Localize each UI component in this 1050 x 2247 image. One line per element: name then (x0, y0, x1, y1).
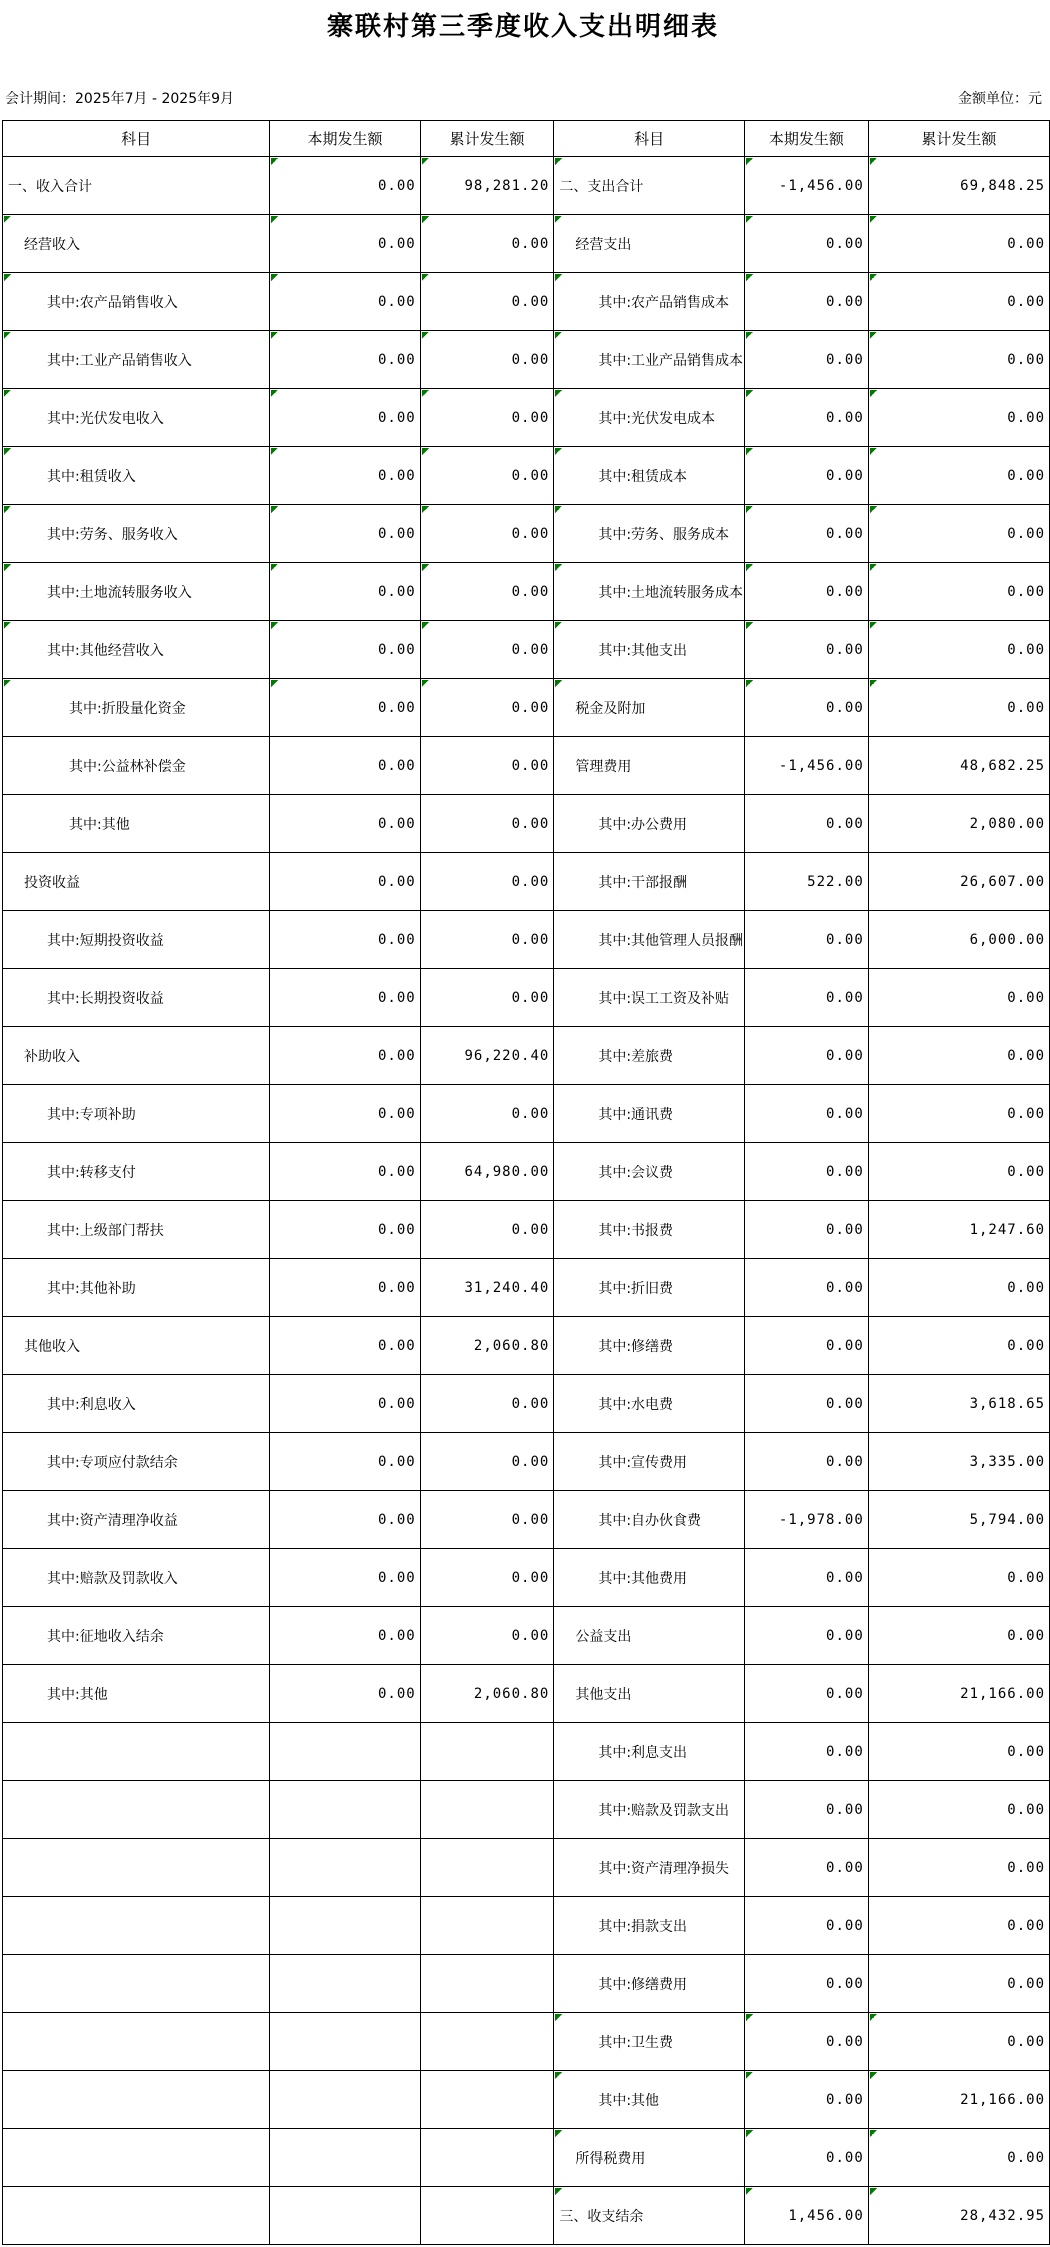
subject-cell: 其中:劳务、服务成本 (554, 505, 745, 563)
subject-cell: 经营收入 (3, 215, 270, 273)
cumulative-amount-cell: 0.00 (868, 621, 1049, 679)
page-title: 寨联村第三季度收入支出明细表 (326, 12, 719, 42)
table-row (3, 1317, 1050, 1375)
subject-cell: 其他收入 (3, 1317, 270, 1375)
subject-cell: 管理费用 (554, 737, 745, 795)
table-row (3, 1143, 1050, 1201)
subject-cell: 经营支出 (554, 215, 745, 273)
table-row (3, 447, 1050, 505)
current-amount-cell: 0.00 (270, 447, 420, 505)
current-amount-cell: 0.00 (270, 1085, 420, 1143)
table-row (3, 969, 1050, 1027)
table-row (3, 1433, 1050, 1491)
current-amount-cell: 0.00 (270, 1201, 420, 1259)
amount-unit-label: 金额单位：元 (958, 91, 1042, 107)
current-amount-cell: 0.00 (270, 1433, 420, 1491)
cumulative-amount-cell: 0.00 (868, 215, 1049, 273)
current-amount-cell: 0.00 (745, 1085, 869, 1143)
subject-cell: 其他支出 (554, 1665, 745, 1723)
cumulative-amount-cell: 1,247.60 (868, 1201, 1049, 1259)
current-amount-cell: 0.00 (270, 1375, 420, 1433)
subject-cell: 二、支出合计 (554, 157, 745, 215)
current-amount-cell: 0.00 (745, 1027, 869, 1085)
cumulative-amount-cell: 0.00 (868, 1723, 1049, 1781)
cumulative-amount-cell: 0.00 (868, 273, 1049, 331)
cumulative-amount-cell: 0.00 (420, 911, 554, 969)
current-amount-cell: 0.00 (745, 969, 869, 1027)
subject-cell: 其中:公益林补偿金 (3, 737, 270, 795)
cumulative-amount-cell (420, 1955, 554, 2013)
cumulative-amount-cell: 0.00 (868, 1143, 1049, 1201)
cumulative-amount-cell: 0.00 (420, 1201, 554, 1259)
subject-cell: 其中:光伏发电收入 (3, 389, 270, 447)
table-row (3, 563, 1050, 621)
current-amount-cell (270, 1839, 420, 1897)
cumulative-amount-cell: 5,794.00 (868, 1491, 1049, 1549)
subject-cell (3, 1839, 270, 1897)
table-row (3, 1259, 1050, 1317)
current-amount-cell: 0.00 (270, 737, 420, 795)
cumulative-amount-cell: 48,682.25 (868, 737, 1049, 795)
table-row (3, 679, 1050, 737)
current-amount-cell: 0.00 (270, 1317, 420, 1375)
cumulative-amount-cell: 0.00 (420, 795, 554, 853)
current-amount-cell: 0.00 (745, 505, 869, 563)
current-amount-cell: 0.00 (745, 1607, 869, 1665)
cumulative-amount-cell: 0.00 (420, 679, 554, 737)
table-row (3, 737, 1050, 795)
cumulative-amount-cell: 0.00 (868, 969, 1049, 1027)
current-amount-cell: 0.00 (270, 969, 420, 1027)
current-amount-cell: 0.00 (745, 1143, 869, 1201)
cumulative-amount-cell: 0.00 (868, 331, 1049, 389)
subject-cell: 其中:光伏发电成本 (554, 389, 745, 447)
table-row (3, 1839, 1050, 1897)
subject-cell: 其中:干部报酬 (554, 853, 745, 911)
subject-cell: 公益支出 (554, 1607, 745, 1665)
current-amount-cell: 0.00 (270, 679, 420, 737)
subject-cell: 三、收支结余 (554, 2187, 745, 2245)
subject-cell: 其中:误工工资及补贴 (554, 969, 745, 1027)
current-amount-cell: 0.00 (270, 795, 420, 853)
table-row (3, 795, 1050, 853)
cumulative-amount-cell: 21,166.00 (868, 1665, 1049, 1723)
subject-cell: 其中:短期投资收益 (3, 911, 270, 969)
header-subject-left: 科目 (3, 121, 270, 157)
subject-cell: 其中:其他 (554, 2071, 745, 2129)
current-amount-cell: 0.00 (745, 1781, 869, 1839)
cumulative-amount-cell: 31,240.40 (420, 1259, 554, 1317)
header-cumulative-left: 累计发生额 (420, 121, 554, 157)
cumulative-amount-cell: 0.00 (420, 389, 554, 447)
current-amount-cell: 0.00 (745, 795, 869, 853)
current-amount-cell: 0.00 (745, 2071, 869, 2129)
current-amount-cell: 0.00 (745, 1201, 869, 1259)
subject-cell: 其中:通讯费 (554, 1085, 745, 1143)
cumulative-amount-cell (420, 2013, 554, 2071)
subject-cell: 其中:其他 (3, 1665, 270, 1723)
subject-cell: 其中:农产品销售收入 (3, 273, 270, 331)
current-amount-cell (270, 2129, 420, 2187)
subject-cell (3, 2187, 270, 2245)
cumulative-amount-cell: 0.00 (420, 969, 554, 1027)
current-amount-cell (270, 1897, 420, 1955)
subject-cell: 其中:长期投资收益 (3, 969, 270, 1027)
cumulative-amount-cell: 0.00 (868, 1259, 1049, 1317)
cumulative-amount-cell: 3,335.00 (868, 1433, 1049, 1491)
cumulative-amount-cell: 0.00 (868, 1549, 1049, 1607)
current-amount-cell: 0.00 (270, 1027, 420, 1085)
income-expense-table (2, 120, 1050, 2245)
table-row (3, 2013, 1050, 2071)
current-amount-cell (270, 2187, 420, 2245)
subject-cell (3, 2071, 270, 2129)
table-row (3, 1085, 1050, 1143)
current-amount-cell: 0.00 (270, 911, 420, 969)
current-amount-cell (270, 1781, 420, 1839)
current-amount-cell: 0.00 (270, 157, 420, 215)
current-amount-cell: 0.00 (745, 1723, 869, 1781)
current-amount-cell: 1,456.00 (745, 2187, 869, 2245)
cumulative-amount-cell: 0.00 (420, 1433, 554, 1491)
cumulative-amount-cell: 0.00 (420, 1375, 554, 1433)
current-amount-cell (270, 2071, 420, 2129)
table-row (3, 2187, 1050, 2245)
table-row (3, 273, 1050, 331)
current-amount-cell: 0.00 (270, 1491, 420, 1549)
current-amount-cell: 0.00 (270, 563, 420, 621)
subject-cell (3, 2129, 270, 2187)
cumulative-amount-cell: 0.00 (420, 1607, 554, 1665)
table-row (3, 2129, 1050, 2187)
table-row (3, 1201, 1050, 1259)
cumulative-amount-cell: 0.00 (868, 447, 1049, 505)
cumulative-amount-cell: 0.00 (868, 1085, 1049, 1143)
cumulative-amount-cell: 2,080.00 (868, 795, 1049, 853)
subject-cell: 所得税费用 (554, 2129, 745, 2187)
cumulative-amount-cell: 64,980.00 (420, 1143, 554, 1201)
table-row (3, 505, 1050, 563)
current-amount-cell: -1,456.00 (745, 737, 869, 795)
subject-cell: 其中:租赁成本 (554, 447, 745, 505)
subject-cell: 补助收入 (3, 1027, 270, 1085)
cumulative-amount-cell: 0.00 (420, 1549, 554, 1607)
current-amount-cell: 0.00 (270, 1607, 420, 1665)
table-row (3, 1897, 1050, 1955)
current-amount-cell: 0.00 (745, 1549, 869, 1607)
subject-cell: 其中:工业产品销售收入 (3, 331, 270, 389)
cumulative-amount-cell: 0.00 (420, 331, 554, 389)
subject-cell: 其中:差旅费 (554, 1027, 745, 1085)
table-row (3, 157, 1050, 215)
subject-cell (3, 1723, 270, 1781)
table-row (3, 1781, 1050, 1839)
cumulative-amount-cell: 0.00 (868, 1955, 1049, 2013)
table-row (3, 853, 1050, 911)
table-row (3, 1027, 1050, 1085)
current-amount-cell: 0.00 (270, 505, 420, 563)
header-cumulative-right: 累计发生额 (868, 121, 1049, 157)
current-amount-cell: 0.00 (270, 1665, 420, 1723)
cumulative-amount-cell (420, 2187, 554, 2245)
header-current-right: 本期发生额 (745, 121, 869, 157)
subject-cell: 其中:赔款及罚款收入 (3, 1549, 270, 1607)
current-amount-cell (270, 1723, 420, 1781)
subject-cell (3, 2013, 270, 2071)
table-row (3, 331, 1050, 389)
subject-cell: 其中:其他 (3, 795, 270, 853)
header-subject-right: 科目 (554, 121, 745, 157)
subject-cell: 其中:宣传费用 (554, 1433, 745, 1491)
subject-cell: 其中:会议费 (554, 1143, 745, 1201)
current-amount-cell: 0.00 (270, 1259, 420, 1317)
cumulative-amount-cell: 0.00 (868, 1607, 1049, 1665)
current-amount-cell: 0.00 (745, 1375, 869, 1433)
subject-cell: 其中:土地流转服务收入 (3, 563, 270, 621)
current-amount-cell: -1,978.00 (745, 1491, 869, 1549)
subject-cell: 其中:利息收入 (3, 1375, 270, 1433)
cumulative-amount-cell (420, 2129, 554, 2187)
current-amount-cell: 522.00 (745, 853, 869, 911)
subject-cell: 其中:水电费 (554, 1375, 745, 1433)
cumulative-amount-cell: 28,432.95 (868, 2187, 1049, 2245)
cumulative-amount-cell: 0.00 (868, 1027, 1049, 1085)
current-amount-cell: 0.00 (745, 911, 869, 969)
cumulative-amount-cell: 0.00 (420, 1491, 554, 1549)
cumulative-amount-cell: 0.00 (868, 2129, 1049, 2187)
current-amount-cell: 0.00 (270, 389, 420, 447)
subject-cell: 其中:土地流转服务成本 (554, 563, 745, 621)
subject-cell: 其中:专项应付款结余 (3, 1433, 270, 1491)
subject-cell: 其中:修缮费 (554, 1317, 745, 1375)
cumulative-amount-cell: 0.00 (868, 563, 1049, 621)
cumulative-amount-cell: 0.00 (420, 273, 554, 331)
subject-cell: 其中:捐款支出 (554, 1897, 745, 1955)
cumulative-amount-cell: 69,848.25 (868, 157, 1049, 215)
cumulative-amount-cell: 2,060.80 (420, 1665, 554, 1723)
cumulative-amount-cell: 0.00 (420, 563, 554, 621)
cumulative-amount-cell: 0.00 (868, 505, 1049, 563)
current-amount-cell: 0.00 (745, 563, 869, 621)
subject-cell: 其中:转移支付 (3, 1143, 270, 1201)
table-row (3, 1665, 1050, 1723)
subject-cell: 其中:其他补助 (3, 1259, 270, 1317)
table-row (3, 1375, 1050, 1433)
current-amount-cell: 0.00 (270, 621, 420, 679)
current-amount-cell (270, 1955, 420, 2013)
subject-cell: 一、收入合计 (3, 157, 270, 215)
table-row (3, 215, 1050, 273)
subject-cell: 其中:赔款及罚款支出 (554, 1781, 745, 1839)
cumulative-amount-cell: 0.00 (420, 447, 554, 505)
cumulative-amount-cell: 0.00 (868, 1781, 1049, 1839)
subject-cell: 其中:资产清理净损失 (554, 1839, 745, 1897)
current-amount-cell: 0.00 (270, 273, 420, 331)
current-amount-cell: 0.00 (745, 1665, 869, 1723)
current-amount-cell: 0.00 (745, 2129, 869, 2187)
cumulative-amount-cell: 0.00 (868, 389, 1049, 447)
cumulative-amount-cell: 2,060.80 (420, 1317, 554, 1375)
subject-cell: 其中:劳务、服务收入 (3, 505, 270, 563)
current-amount-cell: 0.00 (745, 389, 869, 447)
cumulative-amount-cell: 98,281.20 (420, 157, 554, 215)
subject-cell: 其中:征地收入结余 (3, 1607, 270, 1665)
cumulative-amount-cell: 0.00 (868, 679, 1049, 737)
accounting-period-label: 会计期间：2025年7月 - 2025年9月 (5, 91, 235, 107)
table-row (3, 1607, 1050, 1665)
subject-cell (3, 1955, 270, 2013)
current-amount-cell: 0.00 (745, 679, 869, 737)
subject-cell: 其中:利息支出 (554, 1723, 745, 1781)
current-amount-cell: 0.00 (745, 1433, 869, 1491)
cumulative-amount-cell (420, 1897, 554, 1955)
subject-cell: 其中:资产清理净收益 (3, 1491, 270, 1549)
table-row (3, 1723, 1050, 1781)
subject-cell: 其中:其他管理人员报酬 (554, 911, 745, 969)
subject-cell: 其中:专项补助 (3, 1085, 270, 1143)
current-amount-cell: -1,456.00 (745, 157, 869, 215)
current-amount-cell: 0.00 (745, 1955, 869, 2013)
current-amount-cell: 0.00 (745, 1897, 869, 1955)
current-amount-cell: 0.00 (270, 853, 420, 911)
subject-cell: 其中:农产品销售成本 (554, 273, 745, 331)
subject-cell: 其中:修缮费用 (554, 1955, 745, 2013)
table-row (3, 1549, 1050, 1607)
current-amount-cell: 0.00 (745, 1839, 869, 1897)
cumulative-amount-cell (420, 1723, 554, 1781)
header-current-left: 本期发生额 (270, 121, 420, 157)
table-row (3, 2071, 1050, 2129)
subject-cell: 投资收益 (3, 853, 270, 911)
cumulative-amount-cell: 0.00 (868, 1317, 1049, 1375)
cumulative-amount-cell (420, 1839, 554, 1897)
cumulative-amount-cell: 0.00 (868, 1897, 1049, 1955)
current-amount-cell: 0.00 (745, 621, 869, 679)
table-row (3, 389, 1050, 447)
cumulative-amount-cell: 0.00 (868, 1839, 1049, 1897)
subject-cell: 其中:折旧费 (554, 1259, 745, 1317)
subject-cell: 其中:其他支出 (554, 621, 745, 679)
table-row (3, 911, 1050, 969)
table-row (3, 1955, 1050, 2013)
current-amount-cell: 0.00 (745, 331, 869, 389)
cumulative-amount-cell: 21,166.00 (868, 2071, 1049, 2129)
current-amount-cell: 0.00 (270, 331, 420, 389)
cumulative-amount-cell: 0.00 (420, 853, 554, 911)
subject-cell: 其中:其他费用 (554, 1549, 745, 1607)
subject-cell: 其中:其他经营收入 (3, 621, 270, 679)
subject-cell (3, 1781, 270, 1839)
current-amount-cell: 0.00 (270, 1549, 420, 1607)
cumulative-amount-cell: 6,000.00 (868, 911, 1049, 969)
subject-cell: 其中:办公费用 (554, 795, 745, 853)
current-amount-cell: 0.00 (745, 1259, 869, 1317)
table-header-row (3, 121, 1050, 157)
current-amount-cell: 0.00 (270, 215, 420, 273)
subject-cell: 税金及附加 (554, 679, 745, 737)
table-row (3, 621, 1050, 679)
cumulative-amount-cell: 0.00 (420, 737, 554, 795)
cumulative-amount-cell: 26,607.00 (868, 853, 1049, 911)
table-row (3, 1491, 1050, 1549)
cumulative-amount-cell (420, 1781, 554, 1839)
cumulative-amount-cell: 0.00 (420, 621, 554, 679)
current-amount-cell: 0.00 (270, 1143, 420, 1201)
subject-cell: 其中:卫生费 (554, 2013, 745, 2071)
cumulative-amount-cell: 96,220.40 (420, 1027, 554, 1085)
subject-cell: 其中:工业产品销售成本 (554, 331, 745, 389)
cumulative-amount-cell: 0.00 (420, 215, 554, 273)
cumulative-amount-cell: 3,618.65 (868, 1375, 1049, 1433)
table-body (3, 157, 1050, 2245)
cumulative-amount-cell: 0.00 (868, 2013, 1049, 2071)
current-amount-cell: 0.00 (745, 447, 869, 505)
cumulative-amount-cell: 0.00 (420, 1085, 554, 1143)
current-amount-cell: 0.00 (745, 1317, 869, 1375)
current-amount-cell: 0.00 (745, 215, 869, 273)
subject-cell: 其中:折股量化资金 (3, 679, 270, 737)
subject-cell: 其中:书报费 (554, 1201, 745, 1259)
subject-cell: 其中:上级部门帮扶 (3, 1201, 270, 1259)
current-amount-cell (270, 2013, 420, 2071)
subject-cell: 其中:租赁收入 (3, 447, 270, 505)
current-amount-cell: 0.00 (745, 2013, 869, 2071)
cumulative-amount-cell: 0.00 (420, 505, 554, 563)
subject-cell (3, 1897, 270, 1955)
subject-cell: 其中:自办伙食费 (554, 1491, 745, 1549)
cumulative-amount-cell (420, 2071, 554, 2129)
current-amount-cell: 0.00 (745, 273, 869, 331)
